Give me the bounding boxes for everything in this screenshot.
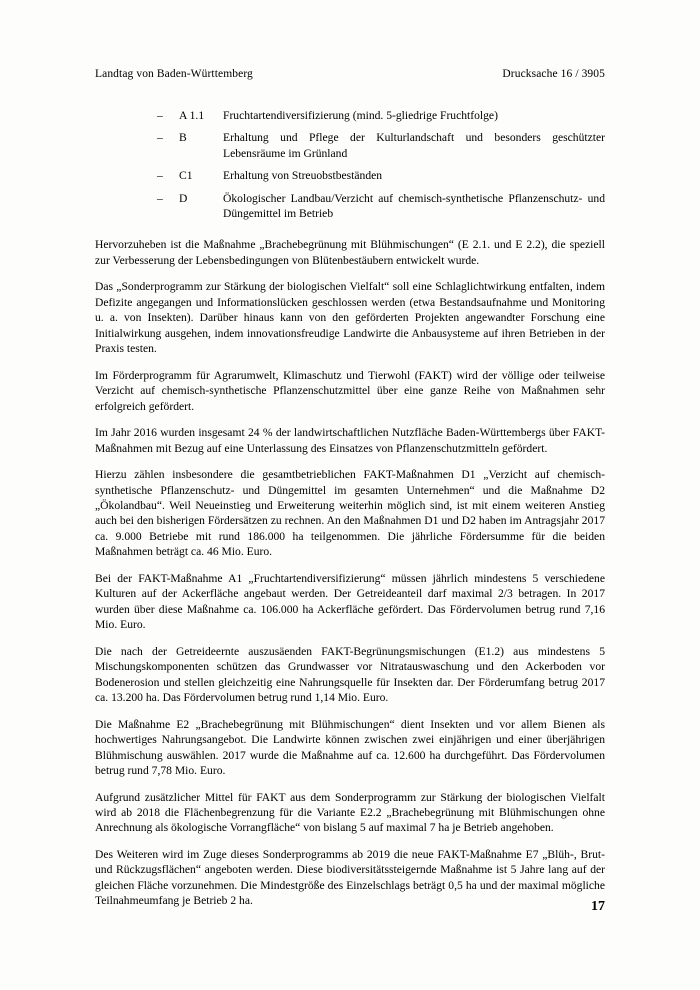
list-item	[95, 108, 605, 123]
body-paragraph: Im Förderprogramm für Agrarumwelt, Klimaschutz und Tierwohl (FAKT) wird der völlige oder teilweise Verzicht auf chemisch-synthetische Pflanzenschutzmittel über eine ganze Reihe von Maßnahmen sehr erfolgreich gefördert.	[95, 368, 605, 413]
list-item-text: Erhaltung von Streuobstbeständen	[223, 169, 383, 183]
body-paragraph: Das „Sonderprogramm zur Stärkung der biologischen Vielfalt“ soll eine Schlaglichtwirkung entfalten, indem Defizite angegangen und Informationslücken geschlossen werden (etwa Bestandsaufnahme und Monitoring u. a. von Insekten). Darüber hinaus kann von den geförderten Projekten angewandter Forschung eine Initialwirkung ausgehen, indem innovationsfreudige Landwirte die Anbausysteme auf ihren Betrieben in der Praxis testen.	[95, 280, 605, 356]
list-item-code: A 1.1	[179, 109, 205, 122]
measures-list	[95, 108, 605, 221]
list-bullet-dash: –	[157, 109, 163, 122]
body-paragraph: Aufgrund zusätzlicher Mittel für FAKT aus dem Sonderprogramm zur Stärkung der biologischen Vielfalt wird ab 2018 die Flächenbegrenzung für die Variante E2.2 „Brachebegrünung mit Blühmischungen ohne Anrechnung als ökologische Vorrangfläche“ von bislang 5 auf maximal 7 ha je Betrieb angehoben.	[95, 790, 605, 835]
list-item-code: B	[179, 131, 187, 145]
body-paragraph: Im Jahr 2016 wurden insgesamt 24 % der landwirtschaftlichen Nutzfläche Baden-Württembergs über FAKT-Maßnahmen mit Bezug auf eine Unterlassung des Einsatzes von Pflanzenschutzmitteln gefördert.	[95, 426, 605, 455]
body-paragraph: Bei der FAKT-Maßnahme A1 „Fruchtartendiversifizierung“ müssen jährlich mindestens 5 verschiedene Kulturen auf der Ackerfläche angebaut werden. Der Getreideanteil darf maximal 2/3 betragen. In 2017 wurden über diese Maßnahme ca. 106.000 ha Ackerfläche gefördert. Das Fördervolumen betrug rund 7,16 Mio. Euro.	[95, 571, 605, 632]
body-paragraph: Hierzu zählen insbesondere die gesamtbetrieblichen FAKT-Maßnahmen D1 „Verzicht auf chemisch-synthetische Pflanzenschutz- und Düngemittel im gesamten Unternehmen“ und die Maßnahme D2 „Ökolandbau“. Weil Neueinstieg und Erweiterung weiterhin möglich sind, ist mit einem weiteren Anstieg auch bei den bisherigen Fördersätzen zu rechnen. An den Maßnahmen D1 und D2 haben im Antragsjahr 2017 ca. 9.000 Betriebe mit rund 186.000 ha teilgenommen. Die jährliche Fördersumme für die beiden Maßnahmen beträgt ca. 46 Mio. Euro.	[95, 468, 605, 559]
list-item-text: Erhaltung und Pflege der Kulturlandschaft und besonders geschützter Lebensräume im Grünland	[223, 131, 605, 160]
list-item	[95, 130, 605, 161]
list-item	[95, 168, 605, 183]
body-paragraph: Des Weiteren wird im Zuge dieses Sonderprogramms ab 2019 die neue FAKT-Maßnahme E7 „Blüh-, Brut- und Rückzugsflächen“ angeboten werden. Diese biodiversitätssteigernde Maßnahme ist 5 Jahre lang auf der gleichen Fläche vorzunehmen. Die Mindestgröße des Einzelschlags beträgt 0,5 ha und der maximal mögliche Teilnahmeumfang je Betrieb 2 ha.	[95, 847, 605, 908]
page-header	[95, 68, 605, 80]
body-paragraph: Die Maßnahme E2 „Brachebegrünung mit Blühmischungen“ dient Insekten und vor allem Bienen als hochwertiges Nahrungsangebot. Die Landwirte können zwischen zwei einjährigen und einer überjährigen Blühmischung auswählen. 2017 wurde die Maßnahme auf ca. 12.600 ha durchgeführt. Das Fördervolumen betrug rund 7,78 Mio. Euro.	[95, 717, 605, 778]
list-item	[95, 191, 605, 222]
header-right-text: Drucksache 16 / 3905	[502, 68, 605, 80]
list-item-text: Ökologischer Landbau/Verzicht auf chemisch-synthetische Pflanzenschutz- und Düngemittel im Betrieb	[223, 191, 605, 221]
page-content	[95, 68, 605, 909]
list-item-text: Fruchtartendiversifizierung (mind. 5-gliedrige Fruchtfolge)	[223, 109, 498, 122]
list-bullet-dash: –	[157, 191, 163, 205]
body-paragraph: Hervorzuheben ist die Maßnahme „Brachebegrünung mit Blühmischungen“ (E 2.1. und E 2.2), die speziell zur Verbesserung der Lebensbedingungen von Blütenbestäubern entwickelt wurde.	[95, 238, 605, 267]
header-left-text: Landtag von Baden-Württemberg	[95, 68, 253, 80]
body-paragraph: Die nach der Getreideernte auszusäenden FAKT-Begrünungsmischungen (E1.2) aus mindestens 5 Mischungskomponenten schützen das Grundwasser vor Nitratauswaschung und den Ackerboden vor Bodenerosion und stellen gleichzeitig eine Nahrungsquelle für Insekten dar. Der Förderumfang betrug 2017 ca. 13.200 ha. Das Fördervolumen betrug rund 1,14 Mio. Euro.	[95, 644, 605, 705]
list-item-code: C1	[179, 169, 193, 183]
list-item-code: D	[179, 191, 188, 205]
list-bullet-dash: –	[157, 169, 163, 183]
page-number: 17	[591, 899, 605, 914]
list-bullet-dash: –	[157, 131, 163, 145]
